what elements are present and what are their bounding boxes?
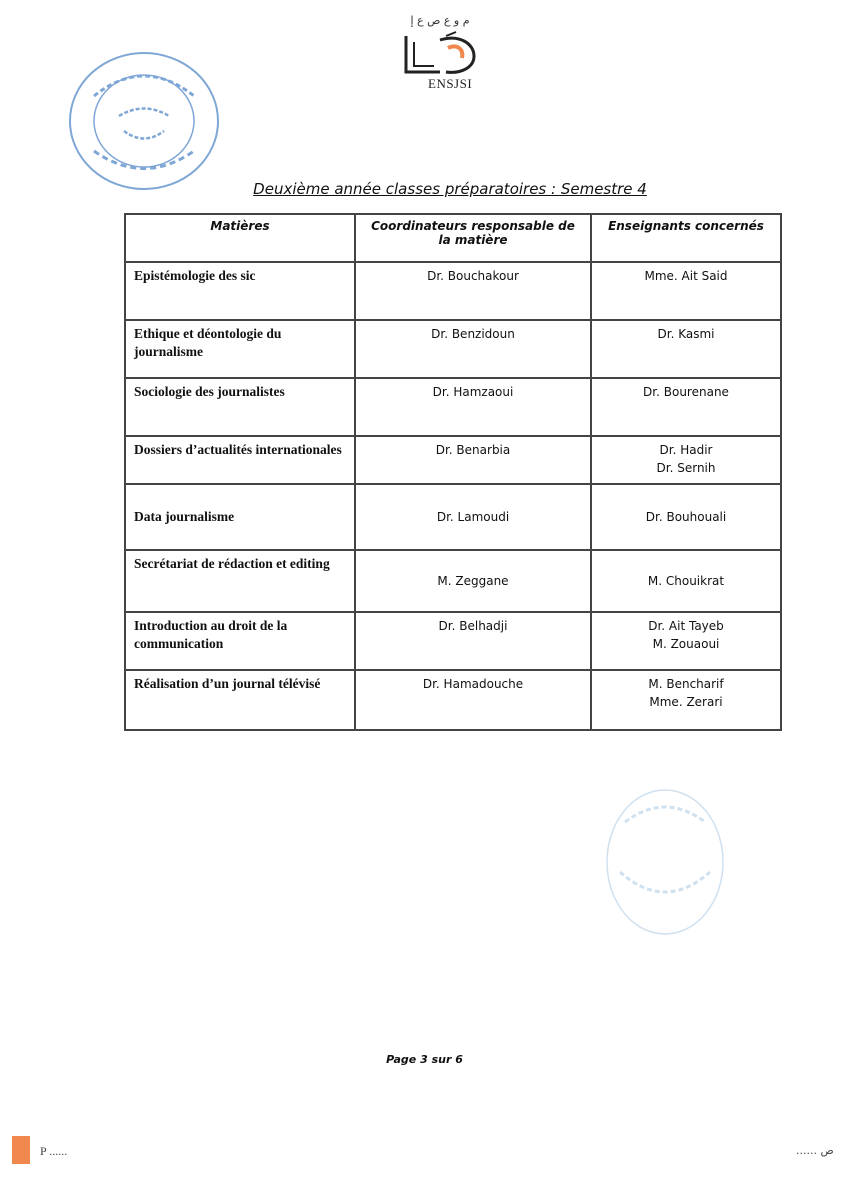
- table-row: [125, 320, 781, 378]
- coordinator-cell: Dr. Benzidoun: [355, 320, 591, 378]
- teachers-cell: [591, 484, 781, 550]
- teacher-name: Dr. Kasmi: [657, 327, 715, 341]
- header-coordinators: Coordinateurs responsable de la matière: [355, 214, 591, 262]
- logo-arabic-text: م و ع ص ع إ: [410, 14, 470, 27]
- table-row: [125, 436, 781, 484]
- teacher-name: Dr. Hadir: [659, 443, 713, 457]
- teachers-cell: [591, 378, 781, 436]
- coordinator-cell: Dr. Lamoudi: [355, 484, 591, 550]
- teacher-name: Mme. Ait Said: [644, 269, 728, 283]
- subjects-table: [124, 213, 782, 731]
- teacher-name: M. Chouikrat: [647, 574, 725, 588]
- coordinator-cell: M. Zeggane: [355, 550, 591, 612]
- logo-text: ENSJSI: [428, 76, 473, 91]
- teachers-cell: [591, 550, 781, 612]
- header-subjects: Matières: [125, 214, 355, 262]
- footer-color-mark: [12, 1136, 30, 1164]
- subject-cell: Epistémologie des sic: [125, 262, 355, 320]
- teachers-cell: [591, 612, 781, 670]
- teachers-cell: [591, 262, 781, 320]
- subject-cell: Secrétariat de rédaction et editing: [125, 550, 355, 612]
- teachers-cell: [591, 320, 781, 378]
- teachers-cell: [591, 670, 781, 730]
- subject-cell: Ethique et déontologie du journalisme: [125, 320, 355, 378]
- teacher-name: Dr. Bouhouali: [645, 510, 727, 524]
- coordinator-cell: Dr. Bouchakour: [355, 262, 591, 320]
- teacher-name: M. Bencharif: [648, 677, 724, 691]
- footer-right-text: ...... ص: [796, 1144, 834, 1157]
- teacher-name: Dr. Ait Tayeb: [648, 619, 724, 633]
- subject-cell: Sociologie des journalistes: [125, 378, 355, 436]
- subject-cell: Dossiers d’actualités internationales: [125, 436, 355, 484]
- subject-cell: Data journalisme: [125, 484, 355, 550]
- coordinator-cell: Dr. Belhadji: [355, 612, 591, 670]
- table-row: [125, 612, 781, 670]
- teacher-name: Dr. Sernih: [656, 461, 716, 475]
- page-number: Page 3 sur 6: [386, 1053, 463, 1066]
- table-row: [125, 262, 781, 320]
- teacher-name: M. Zouaoui: [652, 637, 720, 651]
- teachers-cell: [591, 436, 781, 484]
- teacher-name: Mme. Zerari: [649, 695, 723, 709]
- faint-stamp: [600, 782, 730, 942]
- official-stamp: [64, 46, 224, 196]
- table-row: [125, 484, 781, 550]
- coordinator-cell: Dr. Hamadouche: [355, 670, 591, 730]
- subject-cell: Réalisation d’un journal télévisé: [125, 670, 355, 730]
- table-row: [125, 670, 781, 730]
- table-row: [125, 550, 781, 612]
- quill-book-icon: [400, 30, 480, 76]
- footer-left-text: P ......: [40, 1144, 68, 1158]
- table-header-row: [125, 214, 781, 262]
- header-teachers: Enseignants concernés: [591, 214, 781, 262]
- teacher-name: Dr. Bourenane: [643, 385, 729, 399]
- subject-cell: Introduction au droit de la communication: [125, 612, 355, 670]
- coordinator-cell: Dr. Hamzaoui: [355, 378, 591, 436]
- school-logo: [392, 14, 488, 94]
- document-title: Deuxième année classes préparatoires : Semestre 4: [253, 180, 647, 198]
- coordinator-cell: Dr. Benarbia: [355, 436, 591, 484]
- table-row: [125, 378, 781, 436]
